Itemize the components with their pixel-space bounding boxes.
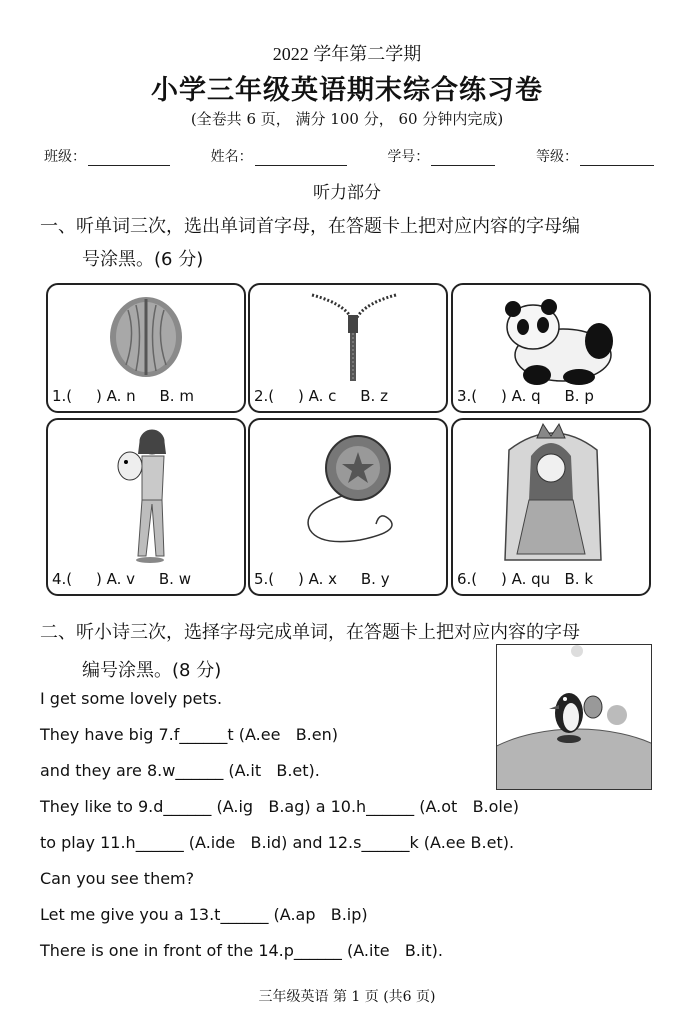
class-blank bbox=[88, 151, 170, 166]
question-card-1 bbox=[46, 283, 246, 413]
question-card-6 bbox=[451, 418, 651, 596]
part1-heading: 一、听单词三次，选出单词首字母，在答题卡上把对应内容的字母编 bbox=[40, 216, 580, 237]
yoyo-icon bbox=[250, 420, 446, 594]
question-card-3 bbox=[451, 283, 651, 413]
question-5-options: 5.( ) A. x B. y bbox=[254, 570, 390, 588]
class-field: 班级： bbox=[44, 146, 170, 166]
poem-line-1: I get some lovely pets. bbox=[40, 689, 223, 708]
question-card-2 bbox=[248, 283, 448, 413]
poem-line-5: to play 11.h______ (A.ide B.id) and 12.s______k (A.ee B.et). bbox=[40, 833, 515, 852]
page-title: 小学三年级英语期末综合练习卷 bbox=[151, 75, 543, 106]
poem-line-7: Let me give you a 13.t______ (A.ap B.ip) bbox=[40, 905, 368, 924]
term-label: 2022 学年第二学期 bbox=[272, 44, 422, 64]
question-1-options: 1.( ) A. n B. m bbox=[52, 387, 194, 405]
page-footer: 三年级英语 第 1 页 (共6 页) bbox=[258, 989, 436, 1005]
part2-heading-cont: 编号涂黑。(8 分) bbox=[82, 660, 222, 681]
question-card-5 bbox=[248, 418, 448, 596]
student-info-row bbox=[44, 146, 654, 166]
part2-heading: 二、听小诗三次，选择字母完成单词，在答题卡上把对应内容的字母 bbox=[40, 622, 580, 643]
poem-line-2: They have big 7.f______t (A.ee B.en) bbox=[40, 725, 338, 744]
girl-with-dog-icon bbox=[48, 420, 244, 594]
exam-subtitle: (全卷共 6 页， 满分 100 分， 60 分钟内完成) bbox=[190, 110, 504, 128]
name-blank bbox=[255, 151, 347, 166]
queen-icon bbox=[453, 420, 649, 594]
poem-line-8: There is one in front of the 14.p______ (A.ite B.it). bbox=[40, 941, 443, 960]
name-field: 姓名： bbox=[211, 146, 347, 166]
question-card-4 bbox=[46, 418, 246, 596]
grade-blank bbox=[580, 151, 654, 166]
section-title: 听力部分 bbox=[313, 183, 381, 203]
poem-line-4: They like to 9.d______ (A.ig B.ag) a 10.h______ (A.ot B.ole) bbox=[40, 797, 519, 816]
question-2-options: 2.( ) A. c B. z bbox=[254, 387, 388, 405]
question-3-options: 3.( ) A. q B. p bbox=[457, 387, 594, 405]
poem-line-6: Can you see them? bbox=[40, 869, 195, 888]
student-number-field: 学号： bbox=[387, 146, 495, 166]
question-6-options: 6.( ) A. qu B. k bbox=[457, 570, 594, 588]
poem-line-3: and they are 8.w______ (A.it B.et). bbox=[40, 761, 320, 780]
penguin-on-planet-icon bbox=[496, 644, 652, 790]
part1-heading-cont: 号涂黑。(6 分) bbox=[82, 249, 204, 270]
student-number-blank bbox=[431, 151, 495, 166]
question-4-options: 4.( ) A. v B. w bbox=[52, 570, 191, 588]
grade-field: 等级： bbox=[536, 146, 654, 166]
